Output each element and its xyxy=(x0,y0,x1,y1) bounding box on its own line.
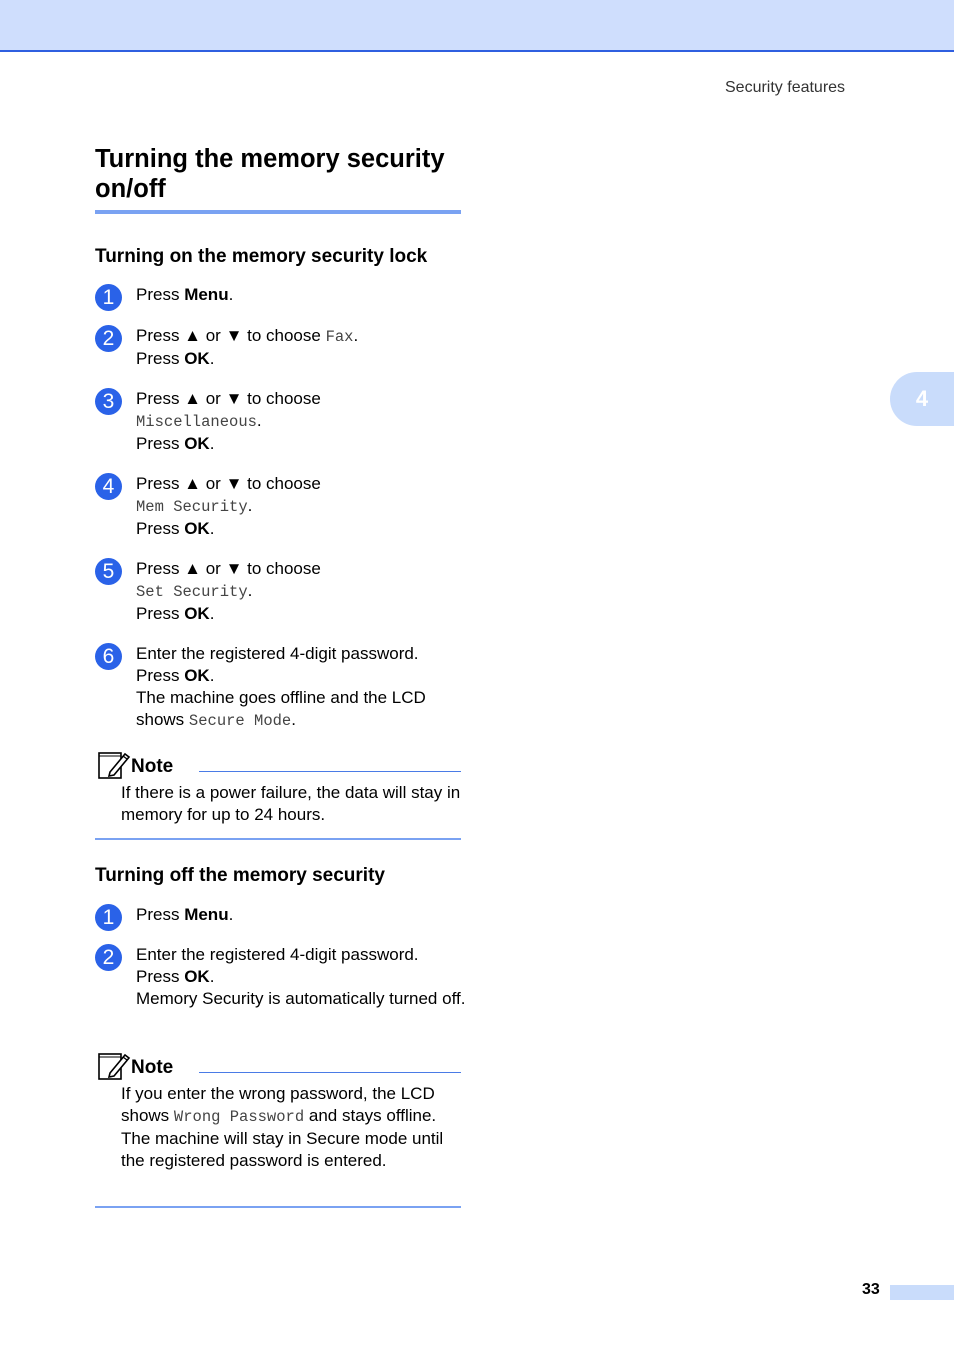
step-number: 4 xyxy=(95,473,122,500)
note-rule xyxy=(199,1072,461,1073)
page-number: 33 xyxy=(862,1281,880,1298)
step-number: 3 xyxy=(95,388,122,415)
note-pencil-icon xyxy=(97,1051,131,1081)
lcd-text: Miscellaneous xyxy=(136,413,257,431)
running-header: Security features xyxy=(725,79,846,96)
step-number: 6 xyxy=(95,643,122,670)
title-rule xyxy=(95,210,461,214)
lcd-text: Set Security xyxy=(136,583,248,601)
chapter-tab: 4 xyxy=(890,372,954,426)
header-band xyxy=(0,0,954,52)
note-wrong-password: Note If you enter the wrong password, the LCD shows Wrong Password and stays offline. The machine will stay in Secure mode until the registered password is entered. xyxy=(95,1051,461,1211)
note-pencil-icon xyxy=(97,750,131,780)
note-rule xyxy=(199,771,461,772)
note-title: Note xyxy=(131,756,174,777)
step-number: 5 xyxy=(95,558,122,585)
page-number-bar xyxy=(890,1285,954,1300)
section-heading-off: Turning off the memory security xyxy=(95,865,385,886)
lcd-text: Wrong Password xyxy=(173,1108,305,1126)
note-text: If there is a power failure, the data will stay in memory for up to 24 hours. xyxy=(121,783,461,824)
step-number: 1 xyxy=(95,284,122,311)
lcd-text: Secure Mode xyxy=(188,712,292,730)
note-bottom-rule xyxy=(95,1206,461,1208)
note-title: Note xyxy=(131,1057,174,1078)
lcd-text: Fax xyxy=(325,328,354,346)
note-bottom-rule xyxy=(95,838,461,840)
step-number: 2 xyxy=(95,325,122,352)
page-title: Turning the memory security on/off xyxy=(95,145,445,203)
step-number: 1 xyxy=(95,904,122,931)
lcd-text: Mem Security xyxy=(136,498,248,516)
note-power-failure xyxy=(95,750,461,842)
section-heading-on: Turning on the memory security lock xyxy=(95,246,428,267)
step-number: 2 xyxy=(95,944,122,971)
